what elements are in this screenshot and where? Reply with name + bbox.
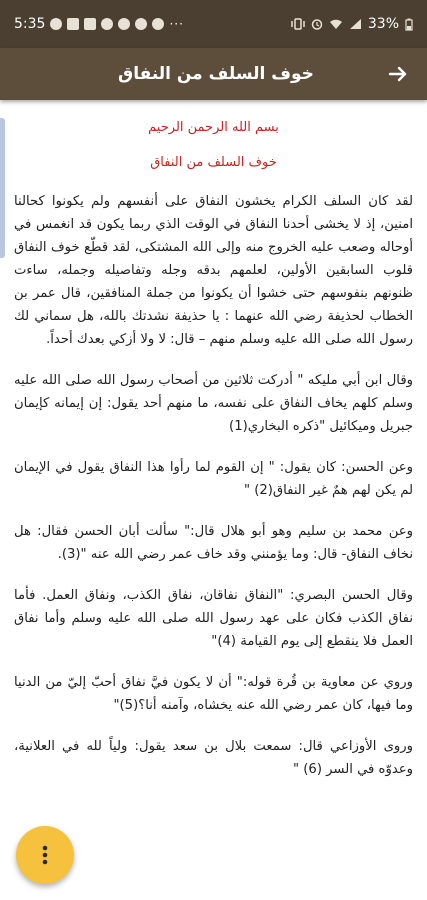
arrow-back-icon — [388, 64, 408, 84]
article-content[interactable] — [0, 100, 427, 900]
article-paragraph: لقد كان السلف الكرام يخشون النفاق على أنفسهم ولم يكونوا كحالنا امنين، إذ لا يخشى أحدنا النفاق في الوقت الذي ربما يكون قد انغمس في أوحاله وصعب عليه الخروج منه وإلى الله المشتكى، لقد قطّع خوف النفاق قلوب السابقين الأولين، لعلمهم بدقه وجله وتفاصيله وجمله، ساءت ظنونهم بنفوسهم حتى خشوا أن يكونوا من جملة المنافقين، قال عمر بن الخطاب لحذيفة رضي الله عنهما : يا حذيفة نشدتك بالله، هل سماني لك رسول الله صلى الله عليه وسلم منهم – قال: لا ولا أزكي بعدك أحداً. — [14, 194, 413, 347]
notification-icon — [118, 18, 130, 30]
article-paragraph: وروى الأوزاعي قال: سمعت بلال بن سعد يقول: ولياً لله في العلانية، وعدوّه في السر (6) " — [14, 739, 413, 777]
status-bar — [0, 0, 427, 48]
battery-level: 33% — [367, 16, 399, 32]
status-left — [14, 16, 184, 32]
article-paragraph: وعن محمد بن سليم وهو أبو هلال قال:" سألت أبان الحسن فقال: هل نخاف النفاق- قال: وما يؤمنني وقد خاف عمر رضي الله عنه "(3). — [14, 524, 413, 562]
alarm-icon — [311, 18, 323, 30]
notification-icon — [67, 18, 79, 30]
notification-icon — [135, 18, 147, 30]
wifi-icon — [329, 18, 343, 30]
more-options-button[interactable] — [16, 826, 74, 884]
more-notifications-icon: ··· — [169, 17, 184, 31]
article-heading: خوف السلف من النفاق — [150, 155, 277, 170]
notification-icon — [84, 18, 96, 30]
signal-icon — [349, 18, 362, 30]
article-paragraph: وعن الحسن: كان يقول: " إن القوم لما رأوا هذا النفاق يقول في الإيمان لم يكن لهم همٌ غير النفاق(2) " — [14, 460, 413, 498]
app-bar — [0, 48, 427, 100]
notification-icon — [50, 18, 62, 30]
page-title: خوف السلف من النفاق — [118, 64, 314, 84]
battery-icon — [405, 18, 413, 31]
back-button[interactable] — [385, 61, 411, 87]
more-vert-icon — [42, 845, 48, 865]
status-right — [291, 16, 413, 32]
article-paragraph: وقال ابن أبي مليكه " أدركت ثلاثين من أصحاب رسول الله صلى الله عليه وسلم كلهم يخاف النفاق على نفسه، ما منهم أحد يقول: إن إيمانه كإيمان جبريل وميكائيل "ذكره البخاري(1) — [14, 373, 413, 434]
status-time: 5:35 — [14, 16, 46, 32]
notification-icon — [152, 18, 164, 30]
vibrate-icon — [291, 18, 305, 30]
article-paragraph: وقال الحسن البصري: "النفاق نفاقان، نفاق الكذب، ونفاق العمل. فأما نفاق الكذب فكان على عهد رسول الله صلى الله عليه وسلم وأما نفاق العمل فلا ينقطع إلى يوم القيامة (4)" — [14, 588, 413, 649]
basmala: بسم الله الرحمن الرحيم — [148, 120, 279, 135]
notification-icon — [101, 18, 113, 30]
article-paragraph: وروي عن معاوية بن قُرة قوله:" أن لا يكون فيَّ نفاق أحبّ إليّ من الدنيا وما فيها، كان عمر رضي الله عنه يخشاه، وآمنه أنا؟(5)" — [14, 675, 413, 713]
